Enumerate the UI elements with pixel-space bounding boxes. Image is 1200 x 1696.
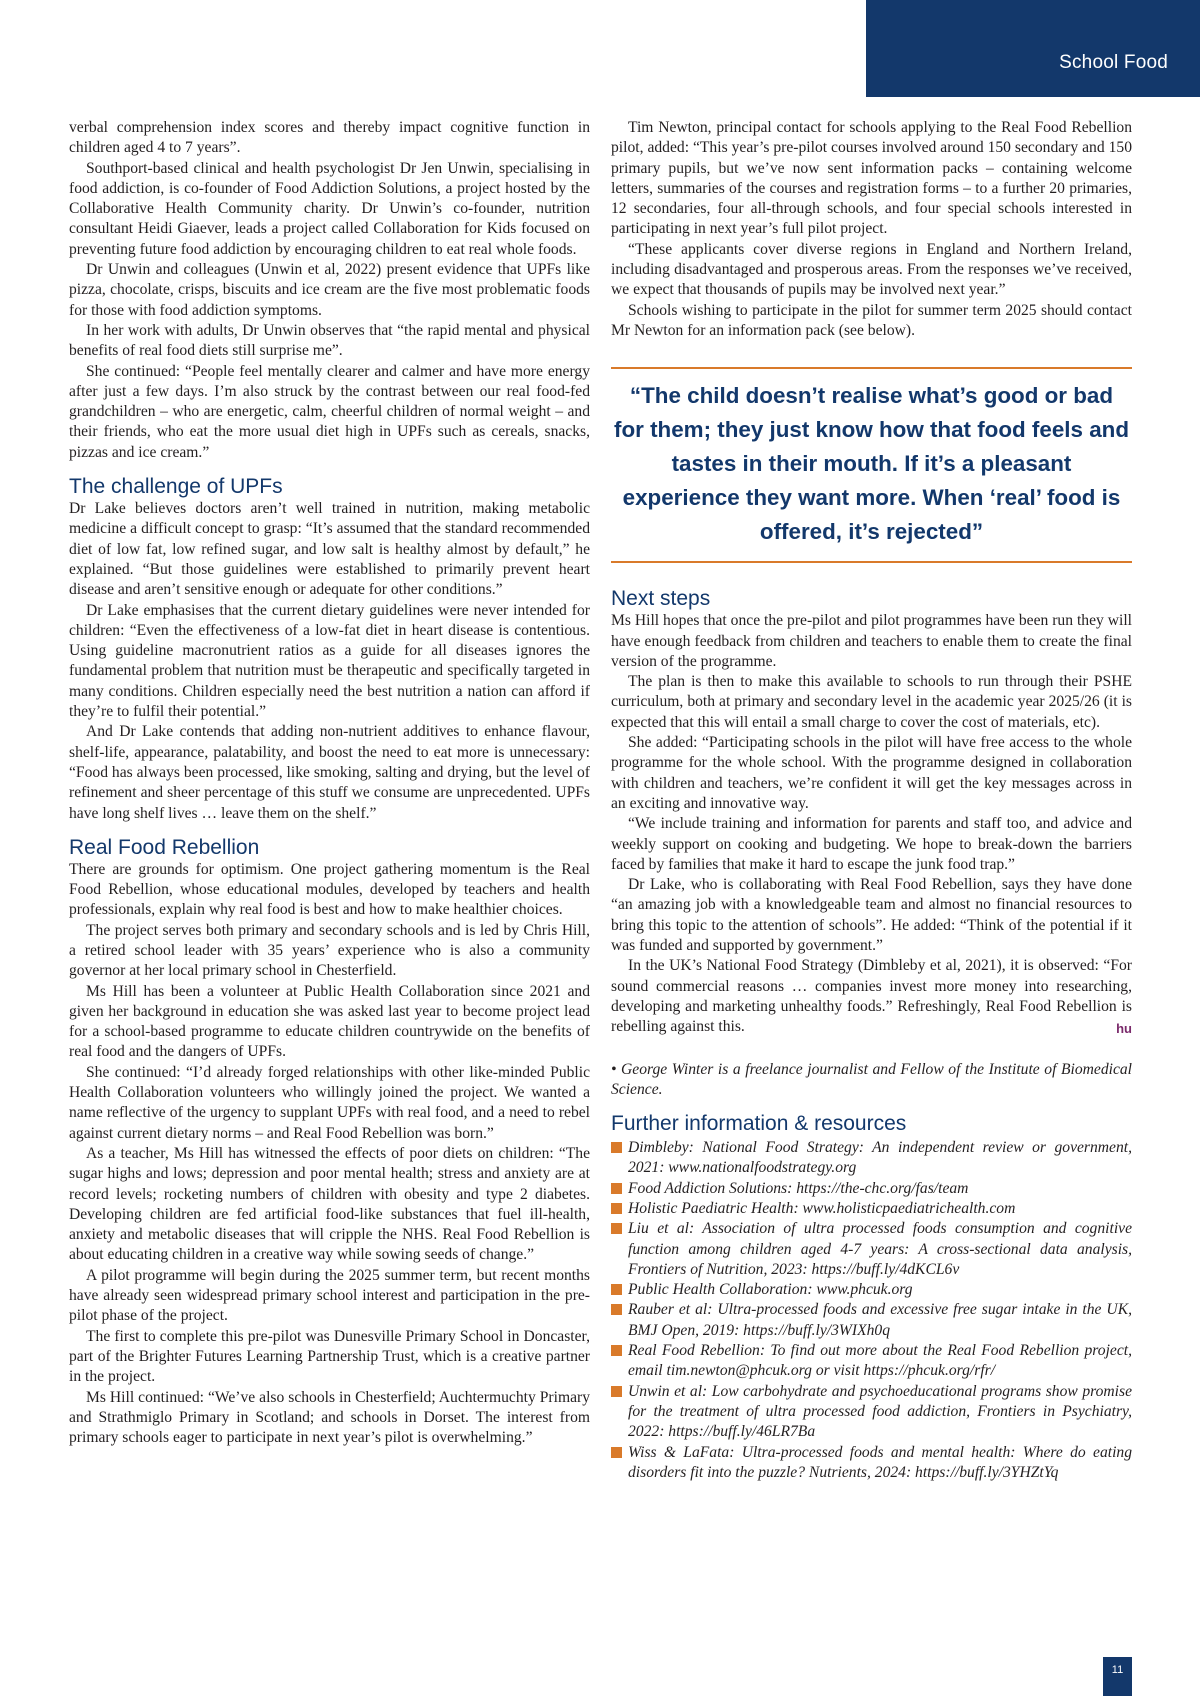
reference-text: Food Addiction Solutions: https://the-chc.org/fas/team [628,1179,969,1197]
body-paragraph: Schools wishing to participate in the pilot for summer term 2025 should contact Mr Newton for an information pack (see below). [611,301,1132,339]
square-bullet-icon [611,1386,622,1397]
body-paragraph: As a teacher, Ms Hill has witnessed the effects of poor diets on children: “The sugar highs and lows; depression and poor mental health; stress and anxiety are at record levels; rocketing numbers of children with obesity and type 2 diabetes. Developing children are fed artificial food-like substances that fuel ill-health, anxiety and metabolic diseases that will cripple the NHS. Real Food Rebellion is about educating children in a creative way while sowing seeds of change.” [69,1144,590,1264]
left-column [69,118,590,1448]
body-paragraph: verbal comprehension index scores and thereby impact cognitive function in children aged 4 to 7 years”. [69,119,590,157]
section-header-tab [866,0,1200,97]
body-paragraph: “We include training and information for parents and staff too, and advice and weekly support on cooking and budgeting. We hope to break-down the barriers faced by families that make it hard to escape the junk food trap.” [611,815,1132,873]
end-of-article-mark: hu [1116,1021,1132,1037]
pull-quote: “The child doesn’t realise what’s good or bad for them; they just know how that food feels and tastes in their mouth. If it’s a pleasant experience they want more. When ‘real’ food is offered, it’s rejected” [611,367,1132,563]
reference-item [611,1179,1132,1199]
square-bullet-icon [611,1183,622,1194]
body-paragraph: The project serves both primary and secondary schools and is led by Chris Hill, a retired school leader with 35 years’ experience who is also a community governor at her local primary school in Chesterfield. [69,921,590,980]
body-paragraph: She continued: “People feel mentally clearer and calmer and have more energy after just a few days. I’m also struck by the contrast between our real food-fed grandchildren – who are energetic, calm, cheerful children of normal weight – and their friends, who eat the more usual diet high in UPFs such as cereals, snacks, pizzas and ice cream.” [69,362,590,461]
reference-text: Wiss & LaFata: Ultra-processed foods and mental health: Where do eating disorders fit into the puzzle? Nutrients, 2024: https://buff.ly/3YHZtYq [628,1443,1132,1481]
body-paragraph: She added: “Participating schools in the pilot will have free access to the whole programme for the whole school. With the programme designed in collaboration with children and teachers, we’re confident it will get the key messages across in an exciting and innovative way. [611,734,1132,812]
author-note: • George Winter is a freelance journalist and Fellow of the Institute of Biomedical Science. [611,1060,1132,1098]
reference-item [611,1280,1132,1300]
body-paragraph: Ms Hill hopes that once the pre-pilot and pilot programmes have been run they will have enough feedback from children and teachers to enable them to create the final version of the programme. [611,612,1132,670]
square-bullet-icon [611,1304,622,1315]
reference-item [611,1382,1132,1443]
body-paragraph: Ms Hill has been a volunteer at Public Health Collaboration since 2021 and given her background in education she was asked last year to become project lead for a school-based programme to educate children countrywide on the benefits of real food and the dangers of UPFs. [69,982,590,1061]
reference-item [611,1300,1132,1341]
body-paragraph: Dr Lake believes doctors aren’t well trained in nutrition, making metabolic medicine a difficult concept to grasp: “It’s assumed that the standard recommended diet of low fat, low refined sugar, and low salt is healthy almost by default,” he explained. “But those guidelines were established to primarily prevent heart disease and aren’t sensitive enough or adequate for other conditions.” [69,500,590,599]
reference-item [611,1138,1132,1179]
section-heading: The challenge of UPFs [69,475,283,499]
section-heading: Next steps [611,587,711,611]
right-column-body [611,587,1132,1037]
reference-text: Holistic Paediatric Health: www.holisticpaediatrichealth.com [628,1199,1016,1217]
square-bullet-icon [611,1223,622,1234]
section-title: School Food [1059,52,1168,73]
body-paragraph: Dr Unwin and colleagues (Unwin et al, 2022) present evidence that UPFs like pizza, chocolate, crisps, biscuits and ice cream are the five most problematic foods for those with food addiction symptoms. [69,261,590,319]
further-info-list [611,1138,1132,1483]
body-paragraph: A pilot programme will begin during the 2025 summer term, but recent months have already seen widespread primary school interest and participation in the pre-pilot phase of the project. [69,1266,590,1325]
body-paragraph: There are grounds for optimism. One project gathering momentum is the Real Food Rebellion, whose educational modules, developed by teachers and health professionals, explain why real food is best and how to make healthier choices. [69,860,590,919]
square-bullet-icon [611,1447,622,1458]
section-heading: Real Food Rebellion [69,835,260,859]
page-number: 11 [1103,1657,1132,1696]
reference-text: Real Food Rebellion: To find out more about the Real Food Rebellion project, email tim.newton@phcuk.org or visit https://phcuk.org/rfr/ [628,1342,1132,1380]
reference-text: Dimbleby: National Food Strategy: An independent review or government, 2021: www.nationalfoodstrategy.org [628,1139,1132,1177]
body-paragraph: She continued: “I’d already forged relationships with other like-minded Public Health Collaboration volunteers who willingly joined the project. We wanted a name reflective of the urgency to supplant UPFs with real food, and a need to rebel against current dietary norms – and Real Food Rebellion was born.” [69,1063,590,1142]
body-paragraph: And Dr Lake contends that adding non-nutrient additives to enhance flavour, shelf-life, appearance, palatability, and boost the need to eat more is unnecessary: “Food has always been processed, like smoking, salting and drying, but the level of refinement and sheer percentage of this stuff we consume are unprecedented. UPFs have long shelf lives … leave them on the shelf.” [69,723,590,822]
square-bullet-icon [611,1142,622,1153]
reference-text: Public Health Collaboration: www.phcuk.org [628,1281,913,1299]
reference-item [611,1443,1132,1484]
body-paragraph: Dr Lake emphasises that the current dietary guidelines were never intended for children: “Even the effectiveness of a low-fat diet in heart disease is contentious. Using guideline macronutrient ratios as a guide for all diseases ignores the fundamental problem that nutrition must be therapeutic and specifically targeted in many conditions. Children especially need the best nutrition a nation can afford if they’re to fulfil their potential.” [69,601,590,721]
square-bullet-icon [611,1345,622,1356]
square-bullet-icon [611,1284,622,1295]
square-bullet-icon [611,1203,622,1214]
reference-item [611,1219,1132,1280]
reference-item [611,1199,1132,1219]
body-paragraph: “These applicants cover diverse regions in England and Northern Ireland, including disadvantaged and prosperous areas. From the responses we’ve received, we expect that thousands of pupils may be involved next year.” [611,240,1132,299]
reference-item [611,1341,1132,1382]
right-column [611,118,1132,1483]
body-paragraph: Tim Newton, principal contact for schools applying to the Real Food Rebellion pilot, added: “This year’s pre-pilot courses involved around 150 secondary and 150 primary pupils, but we’ve now sent information packs – containing welcome letters, summaries of the courses and registration forms – to a further 20 primaries, 12 secondaries, four all-through schools, and four special schools interested in participating in next year’s full pilot project. [611,119,1132,238]
body-paragraph: In the UK’s National Food Strategy (Dimbleby et al, 2021), it is observed: “For sound commercial reasons … companies invest more money into researching, developing and marketing unhealthy foods.” Refreshingly, Real Food Rebellion is rebelling against this. hu [611,956,1132,1037]
body-paragraph: In her work with adults, Dr Unwin observes that “the rapid mental and physical benefits of real food diets still surprise me”. [69,321,590,360]
body-paragraph: Dr Lake, who is collaborating with Real Food Rebellion, says they have done “an amazing job with a knowledgeable team and almost no financial resources to bring this topic to the attention of schools”. He added: “Think of the potential if it was funded and supported by government.” [611,876,1132,955]
body-paragraph: Ms Hill continued: “We’ve also schools in Chesterfield; Auchtermuchty Primary and Strathmiglo Primary in Scotland; and schools in Dorset. The interest from primary schools eager to participate in next year’s pilot is overwhelming.” [69,1388,590,1447]
further-info-heading: Further information & resources [611,1112,907,1136]
body-paragraph: The plan is then to make this available to schools to run through their PSHE curriculum, both at primary and secondary level in the academic year 2025/26 (it is expected that this will entail a small charge to cover the cost of materials, etc). [611,673,1132,731]
reference-text: Liu et al: Association of ultra processed foods consumption and cognitive function among children aged 4-7 years: A cross-sectional data analysis, Frontiers of Nutrition, 2023: https://buff.ly/4dKCL6v [628,1220,1132,1278]
reference-text: Unwin et al: Low carbohydrate and psychoeducational programs show promise for the treatment of ultra processed food addiction, Frontiers in Psychiatry, 2022: https://buff.ly/46LR7Ba [628,1382,1132,1441]
body-paragraph: Southport-based clinical and health psychologist Dr Jen Unwin, specialising in food addiction, is co-founder of Food Addiction Solutions, a project hosted by the Collaborative Health Community charity. Dr Unwin’s co-founder, nutrition consultant Heidi Giaever, leads a project called Collaboration for Kids focused on preventing future food addiction by encouraging children to eat real whole foods. [69,159,590,258]
reference-text: Rauber et al: Ultra-processed foods and excessive free sugar intake in the UK, BMJ Open, 2019: https://buff.ly/3WIXh0q [628,1301,1132,1339]
right-column-intro [611,118,1132,341]
body-paragraph: The first to complete this pre-pilot was Dunesville Primary School in Doncaster, part of the Brighter Futures Learning Partnership Trust, which is a creative partner in the project. [69,1327,590,1386]
